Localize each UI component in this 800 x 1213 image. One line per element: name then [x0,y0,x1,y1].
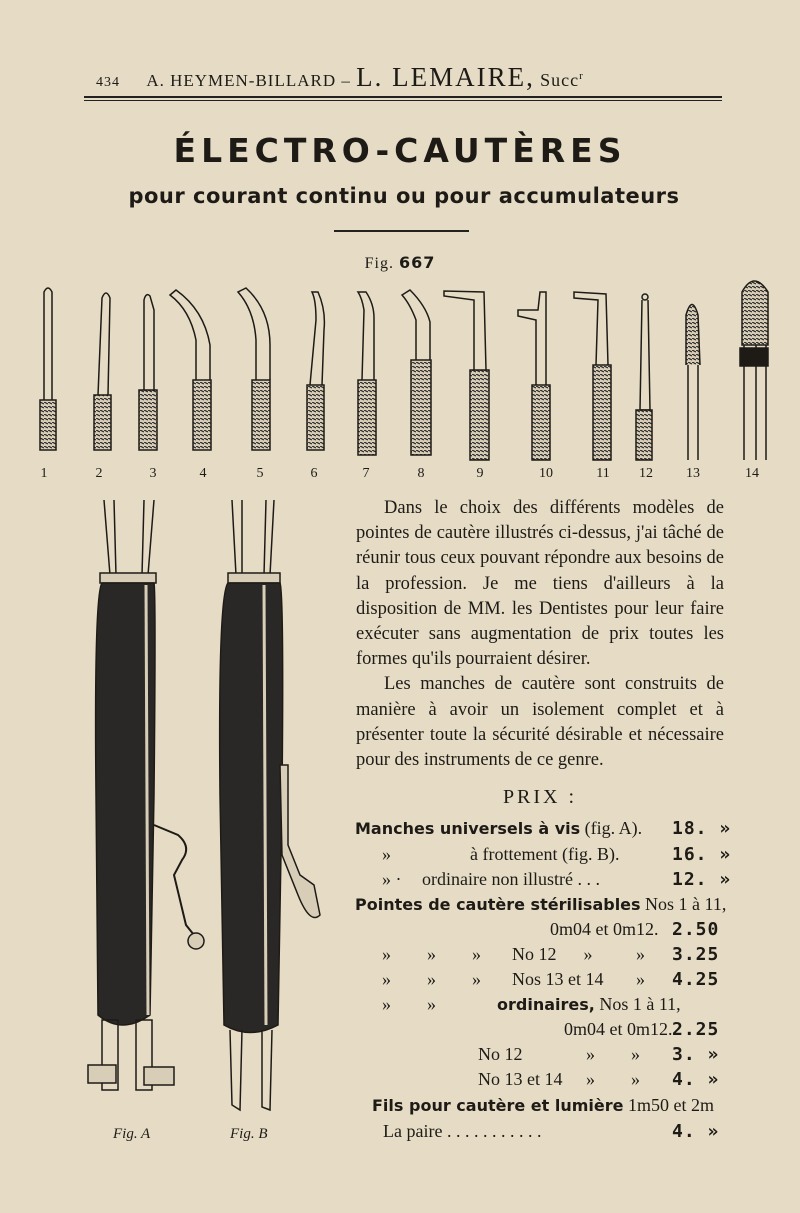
price-detail: ordinaire non illustré . . . [422,869,600,889]
price-line-label [497,994,681,1018]
tip-number: 1 [40,466,48,481]
price-detail: 1m50 et 2m [627,1095,714,1115]
header-rule-thick [84,96,722,98]
price-detail: 0m04 et 0m12. [550,919,659,939]
paragraph-1: Dans le choix des différents modèles de pointes de cautère illustrés ci-dessus, j'ai tâché de réunir tous ceux pouvant répondre aux besoins de la profession. Je me tiens d'ailleurs à la disposition de MM. les Dentistes pour leur faire exécuter sans augmentation de prix toutes les formes qu'ils pourraient désirer. [356,498,724,670]
page-number: 434 [96,75,120,90]
price-label: Pointes de cautère stérilisables [355,895,641,914]
price-ditto: » » » [382,944,481,964]
tip-8 [402,290,431,455]
tip-number: 2 [95,466,103,481]
body-text [356,496,724,773]
tip-number: 12 [639,466,653,481]
price-ditto: » » [586,1069,640,1089]
tip-number: 3 [149,466,157,481]
caption-fig-a: Fig. A [113,1126,151,1142]
price-detail: 0m04 et 0m12. [564,1019,673,1039]
price-value: 16. » [672,844,732,865]
price-detail: No 13 et 14 [478,1069,563,1089]
price-value: 12. » [672,869,732,890]
tip-number: 5 [256,466,264,481]
tip-number: 10 [539,466,553,481]
price-ditto: » [636,944,645,964]
cautery-handle-fig-a [82,495,212,1125]
tip-number: 9 [476,466,484,481]
tip-12 [636,294,652,460]
price-detail: La paire . . . . . . . . . . . [383,1121,542,1141]
tip-1 [40,288,56,450]
tip-11 [574,292,611,460]
caption-fig-b: Fig. B [230,1126,268,1142]
price-ditto: » [382,844,391,864]
price-line-label [355,894,726,918]
cautery-handle-fig-b [200,495,330,1125]
running-header [96,62,726,90]
price-value: 4.25 [672,969,720,990]
tip-9 [444,291,489,460]
page-title: ÉLECTRO-CAUTÈRES [173,131,627,170]
price-label: ordinaires, [497,995,595,1014]
price-detail: à frottement (fig. B). [470,844,620,864]
tip-7 [358,292,376,455]
tip-number: 4 [199,466,207,481]
page-subtitle: pour courant continu ou pour accumulateurs [128,184,680,208]
tip-number: 14 [745,466,759,481]
price-value: 18. » [672,818,732,839]
tip-13 [686,305,700,461]
price-ditto: » [636,969,645,989]
price-detail: Nos 13 et 14 [512,969,604,989]
tip-14 [740,281,768,460]
price-value: 2.50 [672,919,720,940]
price-detail: Nos 1 à 11, [599,994,681,1014]
tip-6 [307,292,324,450]
price-ditto: » » [586,1044,640,1064]
price-detail: No 12 [478,1044,523,1064]
cautery-tips-illustration [0,270,800,470]
price-ditto: » » [382,994,436,1014]
price-value: 3.25 [672,944,720,965]
price-line-label [372,1095,714,1119]
price-detail: No 12 » [512,944,593,964]
price-ditto: » » » [382,969,481,989]
price-detail: Nos 1 à 11, [645,894,727,914]
succ-sup: r [579,70,584,82]
price-label: Manches universels à vis [355,819,581,838]
header-rule-thin [84,100,722,101]
tip-number: 6 [310,466,318,481]
title-rule [334,230,469,232]
price-detail: (fig. A). [584,818,643,838]
paragraph-2: Les manches de cautère sont construits de manière à avoir un isolement complet et à présenter toute la sécurité désirable et nécessaire pour des instruments de ce genre. [356,674,724,771]
price-value: 2.25 [672,1019,720,1040]
tip-2 [94,293,111,450]
price-value: 4. » [672,1121,720,1142]
fig-number: 667 [398,253,436,272]
succ-text: Succ [540,70,580,90]
price-line-label [355,818,642,842]
tip-number: 13 [686,466,700,481]
tip-number: 11 [596,466,610,481]
tip-3 [139,295,157,450]
price-value: 3. » [672,1044,720,1065]
header-succ [540,70,584,90]
price-label: Fils pour cautère et lumière [372,1096,624,1115]
tip-5 [238,288,270,450]
price-ditto: » · [382,869,402,889]
header-left-text: A. HEYMEN-BILLARD – [146,71,351,90]
tip-number: 8 [417,466,425,481]
prices-heading: PRIX : [502,786,578,808]
tip-number: 7 [362,466,370,481]
tip-10 [518,292,550,460]
price-value: 4. » [672,1069,720,1090]
tip-4 [170,290,211,450]
header-brand: L. LEMAIRE, [356,62,535,92]
fig-prefix: Fig. [364,255,394,272]
